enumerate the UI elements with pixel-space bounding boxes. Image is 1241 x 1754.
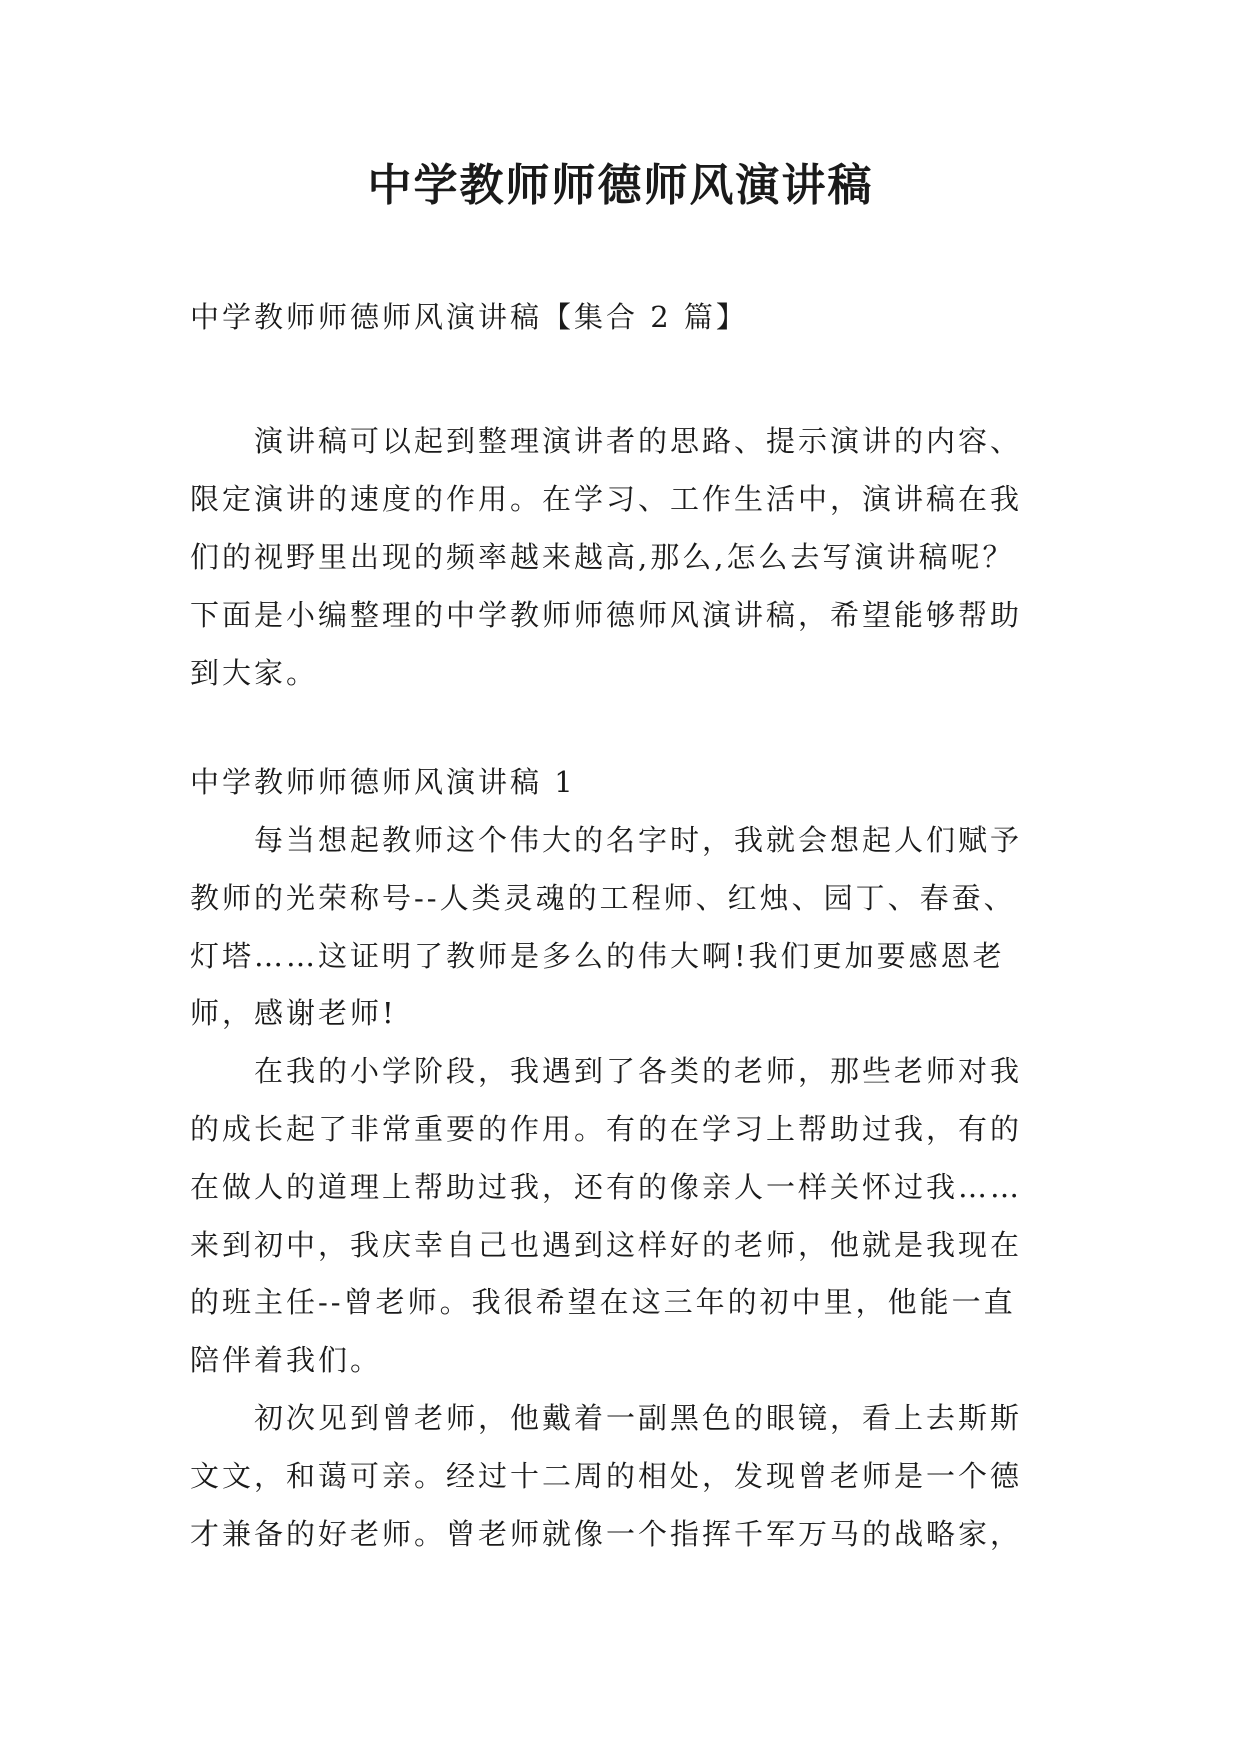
article-line: 在做人的道理上帮助过我，还有的像亲人一样关怀过我…… <box>190 1169 1023 1204</box>
intro-line: 下面是小编整理的中学教师师德师风演讲稿，希望能够帮助 <box>190 598 1023 632</box>
intro-line: 到大家。 <box>190 656 319 690</box>
article-line: 才兼备的好老师。曾老师就像一个指挥千军万马的战略家， <box>190 1516 1023 1551</box>
article-body <box>190 812 1070 1563</box>
article-line: 初次见到曾老师，他戴着一副黑色的眼镜，看上去斯斯 <box>254 1400 1023 1435</box>
article-line: 的班主任--曾老师。我很希望在这三年的初中里，他能一直 <box>190 1285 1016 1320</box>
article-line: 师，感谢老师! <box>190 996 397 1031</box>
article-line: 文文，和蔼可亲。经过十二周的相处，发现曾老师是一个德 <box>190 1458 1023 1493</box>
article-line: 教师的光荣称号--人类灵魂的工程师、红烛、园丁、春蚕、 <box>190 880 1016 915</box>
intro-line: 演讲稿可以起到整理演讲者的思路、提示演讲的内容、 <box>254 424 1023 458</box>
article-line: 来到初中，我庆幸自己也遇到这样好的老师，他就是我现在 <box>190 1227 1023 1262</box>
article-line: 的成长起了非常重要的作用。有的在学习上帮助过我，有的 <box>190 1111 1023 1146</box>
article-line: 每当想起教师这个伟大的名字时，我就会想起人们赋予 <box>254 823 1023 857</box>
section-heading: 中学教师师德师风演讲稿 1 <box>190 765 576 799</box>
article-line: 陪伴着我们。 <box>190 1343 383 1378</box>
document-subtitle: 中学教师师德师风演讲稿【集合 2 篇】 <box>190 300 748 334</box>
article-line: 在我的小学阶段，我遇到了各类的老师，那些老师对我 <box>254 1054 1023 1089</box>
intro-line: 们的视野里出现的频率越来越高,那么,怎么去写演讲稿呢？ <box>190 540 1015 574</box>
article-line: 灯塔……这证明了教师是多么的伟大啊!我们更加要感恩老 <box>190 938 1005 973</box>
intro-line: 限定演讲的速度的作用。在学习、工作生活中，演讲稿在我 <box>190 482 1023 516</box>
document-title: 中学教师师德师风演讲稿 <box>367 160 874 211</box>
intro-paragraph <box>190 412 1070 702</box>
